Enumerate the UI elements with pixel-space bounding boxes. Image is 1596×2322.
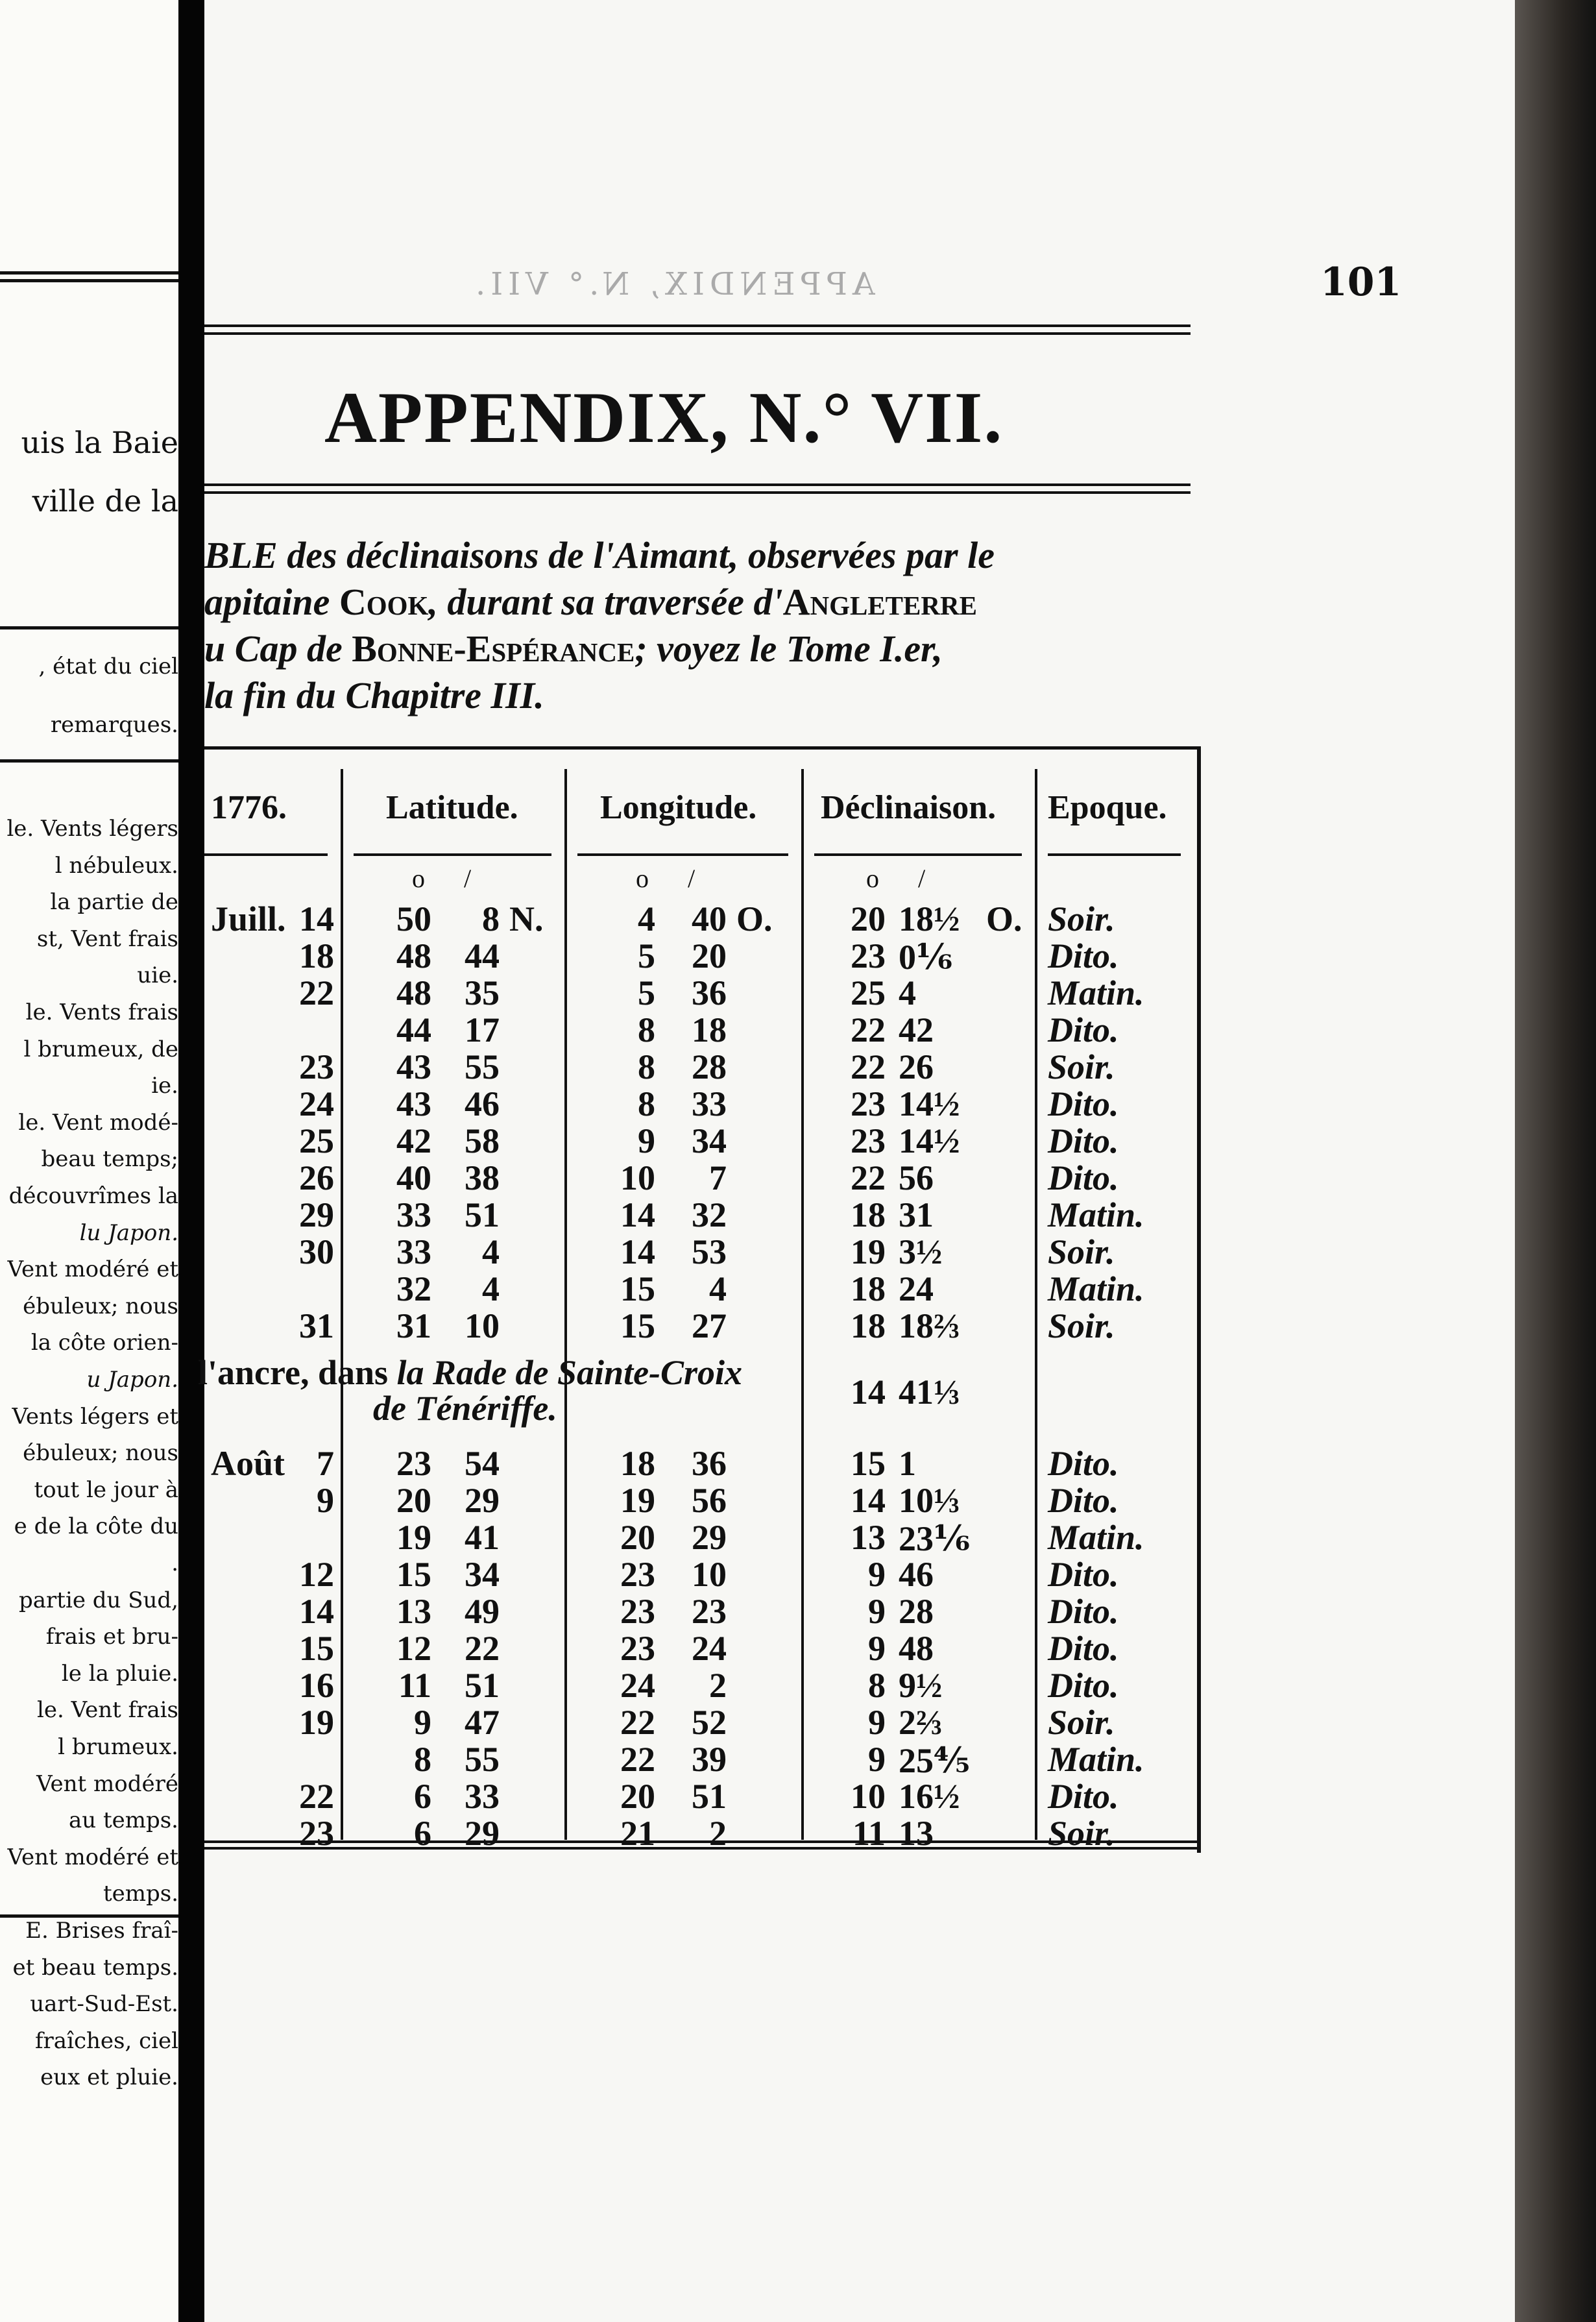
cell-lon-deg: 8: [638, 1084, 655, 1123]
unit-minutes: /: [918, 864, 926, 893]
cell-lat-min: 38: [465, 1158, 500, 1197]
left-text-line: la côte orien-: [30, 1330, 178, 1356]
book-page-edge: [1515, 0, 1596, 2322]
cell-lat-min: 55: [465, 1047, 500, 1086]
cell-day: 24: [299, 1084, 334, 1123]
cell-dec-min: 24: [899, 1269, 934, 1308]
cell-lat-deg: 8: [414, 1740, 431, 1779]
cell-dec-min: 46: [899, 1555, 934, 1594]
cell-lon-min: 23: [692, 1592, 727, 1631]
cell-day: 31: [299, 1306, 334, 1345]
cell-lat-deg: 11: [398, 1666, 431, 1705]
left-text-line: beau temps;: [41, 1146, 178, 1173]
header-rule: [577, 853, 788, 856]
cell-epoch: Dito.: [1048, 1592, 1119, 1631]
left-rule: [0, 1914, 178, 1918]
column-divider: [564, 769, 567, 1840]
cell-dec-min: 3½: [899, 1232, 943, 1271]
cell-epoch: Dito.: [1048, 1666, 1119, 1705]
cell-lat-deg: 48: [396, 973, 431, 1012]
left-text-line: st, Vent frais: [36, 925, 178, 952]
declination-table: [198, 746, 1201, 1853]
cell-lat-deg: 15: [396, 1555, 431, 1594]
left-text-line: le. Vent frais: [37, 1697, 178, 1724]
left-text-line: ville de la: [32, 483, 178, 519]
cell-lon-min: 27: [692, 1306, 727, 1345]
cell-lat-deg: 33: [396, 1232, 431, 1271]
cell-lat-min: 10: [465, 1306, 500, 1345]
column-divider: [1035, 769, 1037, 1840]
caption-line: u Cap de Bonne-Espérance; voyez le Tome I.er,: [204, 628, 943, 670]
cell-day: 15: [299, 1629, 334, 1668]
left-text-line: le la pluie.: [61, 1660, 178, 1687]
top-rules: [204, 324, 1191, 340]
cell-dec-deg: 9: [868, 1740, 886, 1779]
column-divider: [341, 769, 343, 1840]
cell-lon-deg: 15: [620, 1269, 655, 1308]
unit-degrees: o: [412, 864, 425, 893]
cell-dec-deg: 13: [851, 1518, 886, 1557]
left-text-line: ébuleux; nous: [23, 1293, 178, 1319]
left-text-line: ie.: [151, 1073, 178, 1099]
book-gutter: [178, 0, 204, 2322]
cell-lon-min: 51: [692, 1777, 727, 1816]
cell-day: 14: [299, 1592, 334, 1631]
cell-lat-deg: 50: [396, 899, 431, 938]
cell-dec-min: 18½: [899, 899, 960, 938]
header-rule: [1048, 853, 1181, 856]
cell-lon-deg: 8: [638, 1047, 655, 1086]
header-longitude: Longitude.: [600, 789, 757, 826]
cell-lat-deg: 48: [396, 936, 431, 975]
cell-lat-deg: 13: [396, 1592, 431, 1631]
cell-epoch: Dito.: [1048, 1158, 1119, 1197]
cell-lat-deg: 42: [396, 1121, 431, 1160]
cell-lat-min: 46: [465, 1084, 500, 1123]
cell-lon-min: 29: [692, 1518, 727, 1557]
cell-day: 7: [317, 1444, 334, 1483]
cell-dec-deg: 14: [851, 1481, 886, 1520]
cell-day: 29: [299, 1195, 334, 1234]
cell-lon-deg: 8: [638, 1010, 655, 1049]
table-bottom-rules: [204, 1837, 1201, 1850]
cell-epoch: Soir.: [1048, 1047, 1115, 1086]
cell-lat-min: 54: [465, 1444, 500, 1483]
cell-lat-deg: 40: [396, 1158, 431, 1197]
left-text-line: uie.: [137, 962, 178, 989]
cell-lat-deg: 43: [396, 1084, 431, 1123]
cell-dec-min: 23⅙: [899, 1519, 970, 1558]
left-rule: [0, 279, 178, 282]
cell-dec-deg: 22: [851, 1010, 886, 1049]
cell-epoch: Dito.: [1048, 1629, 1119, 1668]
cell-epoch: Matin.: [1048, 1518, 1144, 1557]
cell-epoch: Dito.: [1048, 1481, 1119, 1520]
cell-epoch: Soir.: [1048, 1232, 1115, 1271]
cell-lat-min: 29: [465, 1814, 500, 1853]
anchor-note-line-1: l'ancre, dans la Rade de Sainte-Croix: [198, 1353, 743, 1392]
left-text-line: e de la côte du: [14, 1513, 178, 1540]
cell-lat-deg: 20: [396, 1481, 431, 1520]
left-page-fragment: [0, 0, 178, 2322]
cell-epoch: Matin.: [1048, 1740, 1144, 1779]
cell-lon-min: 18: [692, 1010, 727, 1049]
left-text-line: u Japon.: [86, 1367, 178, 1393]
cell-dec-deg: 9: [868, 1703, 886, 1742]
left-text-line: la partie de: [50, 889, 178, 916]
cell-dec-min: 16½: [899, 1777, 960, 1816]
header-rule: [814, 853, 1022, 856]
cell-dec-deg: 20: [851, 899, 886, 938]
cell-lon-deg: 23: [620, 1555, 655, 1594]
cell-lat-min: 41: [465, 1518, 500, 1557]
cell-dec-min: 26: [899, 1047, 934, 1086]
cell-lon-deg: 4: [638, 899, 655, 938]
cell-day: 16: [299, 1666, 334, 1705]
caption-line: la fin du Chapitre III.: [204, 674, 544, 716]
cell-dec-min: 14½: [899, 1084, 960, 1123]
left-text-line: temps.: [103, 1881, 178, 1907]
header-epoch: Epoque.: [1048, 789, 1167, 826]
cell-day: 18: [299, 936, 334, 975]
cell-lon-min: 39: [692, 1740, 727, 1779]
cell-lat-deg: 9: [414, 1703, 431, 1742]
cell-dec-deg: 18: [851, 1269, 886, 1308]
cell-month: Juill.: [211, 899, 286, 938]
cell-lat-min: 35: [465, 973, 500, 1012]
cell-lon-deg: 24: [620, 1666, 655, 1705]
cell-lon-deg: 23: [620, 1629, 655, 1668]
cell-lon-min: 20: [692, 936, 727, 975]
cell-day: 12: [299, 1555, 334, 1594]
cell-dec-min: 42: [899, 1010, 934, 1049]
cell-lat-min: 34: [465, 1555, 500, 1594]
header-year: 1776.: [211, 789, 287, 826]
left-text-line: tout le jour à: [34, 1476, 178, 1503]
left-text-line: Vent modéré et: [7, 1844, 178, 1870]
cell-lat-deg: 32: [396, 1269, 431, 1308]
unit-minutes: /: [688, 864, 695, 893]
header-rule: [204, 853, 328, 856]
cell-dec-min: 9½: [899, 1666, 943, 1705]
cell-day: 23: [299, 1047, 334, 1086]
cell-epoch: Dito.: [1048, 1555, 1119, 1594]
cell-dec-min: 18⅔: [899, 1306, 960, 1345]
cell-epoch: Soir.: [1048, 1703, 1115, 1742]
cell-epoch: Dito.: [1048, 1777, 1119, 1816]
cell-dec-deg: 10: [851, 1777, 886, 1816]
cell-dec-min: 2⅔: [899, 1703, 943, 1742]
cell-lon-deg: 9: [638, 1121, 655, 1160]
left-text-line: et beau temps.: [12, 1954, 178, 1981]
cell-epoch: Dito.: [1048, 936, 1119, 975]
cell-dec-min: 0⅙: [899, 938, 952, 977]
cell-lon-deg: 18: [620, 1444, 655, 1483]
left-text-line: lu Japon.: [79, 1219, 178, 1246]
caption-line: apitaine Cook, durant sa traversée d'Angleterre: [204, 581, 977, 623]
cell-lon-min: 24: [692, 1629, 727, 1668]
cell-lat-min: 4: [482, 1232, 500, 1271]
left-rule: [0, 626, 178, 629]
left-text-line: le. Vent modé-: [18, 1109, 178, 1136]
cell-lat-deg: 12: [396, 1629, 431, 1668]
cell-dec-min: 4: [899, 973, 916, 1012]
cell-lon-deg: 10: [620, 1158, 655, 1197]
cell-dec-min: 13: [899, 1814, 934, 1853]
cell-lat-min: 47: [465, 1703, 500, 1742]
left-text-line: ébuleux; nous: [23, 1440, 178, 1467]
cell-lat-min: 22: [465, 1629, 500, 1668]
cell-lon-min: 40: [692, 899, 727, 938]
cell-dec-min: 14½: [899, 1121, 960, 1160]
cell-day: 30: [299, 1232, 334, 1271]
left-text-line: eux et pluie.: [40, 2064, 178, 2091]
left-rule: [0, 271, 178, 275]
cell-dec-min: 56: [899, 1158, 934, 1197]
left-text-line: partie du Sud,: [19, 1587, 178, 1613]
left-text-line: uis la Baie: [21, 425, 178, 460]
left-text-line: frais et bru-: [45, 1624, 178, 1650]
cell-lon-min: 36: [692, 1444, 727, 1483]
left-text-line: le. Vents légers: [6, 816, 178, 842]
page-title: APPENDIX, N.° VII.: [324, 378, 1004, 458]
cell-dec-deg: 19: [851, 1232, 886, 1271]
cell-day: 19: [299, 1703, 334, 1742]
left-text-line: Vent modéré: [36, 1770, 178, 1797]
cell-lon-deg: 15: [620, 1306, 655, 1345]
cell-epoch: Matin.: [1048, 1269, 1144, 1308]
cell-dec-deg: 8: [868, 1666, 886, 1705]
cell-epoch: Dito.: [1048, 1444, 1119, 1483]
cell-dec-deg: 14: [851, 1373, 886, 1412]
cell-lon-min: 7: [709, 1158, 727, 1197]
cell-lon-deg: 20: [620, 1518, 655, 1557]
cell-dec-deg: 25: [851, 973, 886, 1012]
cell-dec-deg: 9: [868, 1555, 886, 1594]
unit-degrees: o: [866, 864, 879, 893]
header-latitude: Latitude.: [386, 789, 518, 826]
left-text-line: uart-Sud-Est.: [30, 1991, 178, 2018]
cell-epoch: Matin.: [1048, 973, 1144, 1012]
cell-lon-deg: 21: [620, 1814, 655, 1853]
cell-day: 26: [299, 1158, 334, 1197]
cell-day: 22: [299, 1777, 334, 1816]
cell-day: 22: [299, 973, 334, 1012]
cell-day: 23: [299, 1814, 334, 1853]
left-text-line: Vent modéré et: [7, 1256, 178, 1283]
cell-lat-min: 4: [482, 1269, 500, 1308]
cell-dec-deg: 23: [851, 1121, 886, 1160]
cell-dec-deg: 22: [851, 1047, 886, 1086]
cell-day: 14: [299, 899, 334, 938]
cell-lat-hemi: N.: [509, 899, 544, 938]
cell-lat-min: 55: [465, 1740, 500, 1779]
cell-lon-deg: 19: [620, 1481, 655, 1520]
anchor-note-line-2: de Ténériffe.: [373, 1389, 557, 1428]
cell-day: 25: [299, 1121, 334, 1160]
cell-dec-min: 25⅘: [899, 1741, 970, 1780]
left-text-line: Vents légers et: [12, 1403, 178, 1430]
cell-lon-min: 10: [692, 1555, 727, 1594]
cell-lon-deg: 23: [620, 1592, 655, 1631]
cell-lon-deg: 22: [620, 1740, 655, 1779]
cell-lat-min: 29: [465, 1481, 500, 1520]
cell-dec-deg: 18: [851, 1195, 886, 1234]
show-through-running-head: APPENDIX, N.° VII.: [470, 266, 875, 302]
cell-dec-min: 28: [899, 1592, 934, 1631]
column-divider: [801, 769, 804, 1840]
cell-dec-deg: 11: [852, 1814, 886, 1853]
cell-lat-min: 49: [465, 1592, 500, 1631]
unit-minutes: /: [464, 864, 472, 893]
cell-dec-min: 31: [899, 1195, 934, 1234]
header-rule: [354, 853, 551, 856]
cell-lon-min: 28: [692, 1047, 727, 1086]
unit-degrees: o: [636, 864, 649, 893]
cell-lon-min: 34: [692, 1121, 727, 1160]
left-text-line: au temps.: [68, 1807, 178, 1834]
cell-lon-deg: 14: [620, 1232, 655, 1271]
cell-lon-min: 32: [692, 1195, 727, 1234]
left-text-line: l brumeux.: [58, 1734, 178, 1760]
cell-dec-hemi: O.: [986, 899, 1022, 938]
right-page: [198, 0, 1515, 2322]
left-text-line: l brumeux, de: [23, 1036, 178, 1062]
cell-lon-min: 56: [692, 1481, 727, 1520]
cell-lat-deg: 44: [396, 1010, 431, 1049]
caption-line: BLE des déclinaisons de l'Aimant, observées par le: [204, 534, 995, 576]
cell-lat-min: 17: [465, 1010, 500, 1049]
left-rule: [0, 759, 178, 763]
cell-epoch: Dito.: [1048, 1010, 1119, 1049]
cell-epoch: Dito.: [1048, 1121, 1119, 1160]
cell-lon-min: 52: [692, 1703, 727, 1742]
cell-lon-min: 4: [709, 1269, 727, 1308]
cell-lat-deg: 6: [414, 1814, 431, 1853]
cell-dec-deg: 9: [868, 1629, 886, 1668]
cell-lon-min: 36: [692, 973, 727, 1012]
left-text-line: .: [171, 1550, 178, 1576]
cell-lon-deg: 20: [620, 1777, 655, 1816]
cell-day: 9: [317, 1481, 334, 1520]
cell-lon-min: 33: [692, 1084, 727, 1123]
cell-lat-deg: 19: [396, 1518, 431, 1557]
cell-epoch: Soir.: [1048, 899, 1115, 938]
cell-lat-min: 51: [465, 1195, 500, 1234]
cell-lon-deg: 22: [620, 1703, 655, 1742]
left-text-line: remarques.: [50, 712, 178, 738]
cell-lat-deg: 43: [396, 1047, 431, 1086]
left-text-line: le. Vents frais: [25, 999, 178, 1025]
cell-lon-min: 2: [709, 1666, 727, 1705]
cell-lat-min: 51: [465, 1666, 500, 1705]
cell-lon-deg: 5: [638, 973, 655, 1012]
table-caption: [204, 532, 1191, 719]
cell-lon-hemi: O.: [736, 899, 773, 938]
cell-dec-min: 48: [899, 1629, 934, 1668]
cell-lat-min: 44: [465, 936, 500, 975]
cell-dec-deg: 9: [868, 1592, 886, 1631]
cell-epoch: Dito.: [1048, 1084, 1119, 1123]
cell-month: Août: [211, 1444, 285, 1483]
cell-dec-min: 1: [899, 1444, 916, 1483]
cell-lon-min: 2: [709, 1814, 727, 1853]
cell-lon-deg: 5: [638, 936, 655, 975]
left-text-line: fraîches, ciel: [34, 2027, 178, 2054]
cell-dec-deg: 22: [851, 1158, 886, 1197]
left-text-line: découvrîmes la: [8, 1183, 178, 1209]
cell-dec-deg: 23: [851, 936, 886, 975]
cell-dec-min: 41⅓: [899, 1373, 960, 1412]
cell-lat-deg: 6: [414, 1777, 431, 1816]
left-text-line: l nébuleux.: [54, 852, 178, 879]
cell-lat-min: 58: [465, 1121, 500, 1160]
left-text-line: , état du ciel: [38, 654, 178, 679]
cell-lat-deg: 31: [396, 1306, 431, 1345]
cell-dec-deg: 15: [851, 1444, 886, 1483]
cell-dec-min: 10⅓: [899, 1481, 960, 1520]
cell-epoch: Soir.: [1048, 1814, 1115, 1853]
title-rules: [204, 483, 1191, 499]
cell-lon-min: 53: [692, 1232, 727, 1271]
cell-lat-deg: 33: [396, 1195, 431, 1234]
cell-epoch: Soir.: [1048, 1306, 1115, 1345]
cell-lat-deg: 23: [396, 1444, 431, 1483]
header-declination: Déclinaison.: [821, 789, 997, 826]
left-text-line: E. Brises fraî-: [25, 1918, 178, 1944]
cell-lat-min: 8: [482, 899, 500, 938]
cell-lat-min: 33: [465, 1777, 500, 1816]
cell-dec-deg: 23: [851, 1084, 886, 1123]
page-number: 101: [1320, 260, 1402, 305]
cell-lon-deg: 14: [620, 1195, 655, 1234]
cell-epoch: Matin.: [1048, 1195, 1144, 1234]
cell-dec-deg: 18: [851, 1306, 886, 1345]
